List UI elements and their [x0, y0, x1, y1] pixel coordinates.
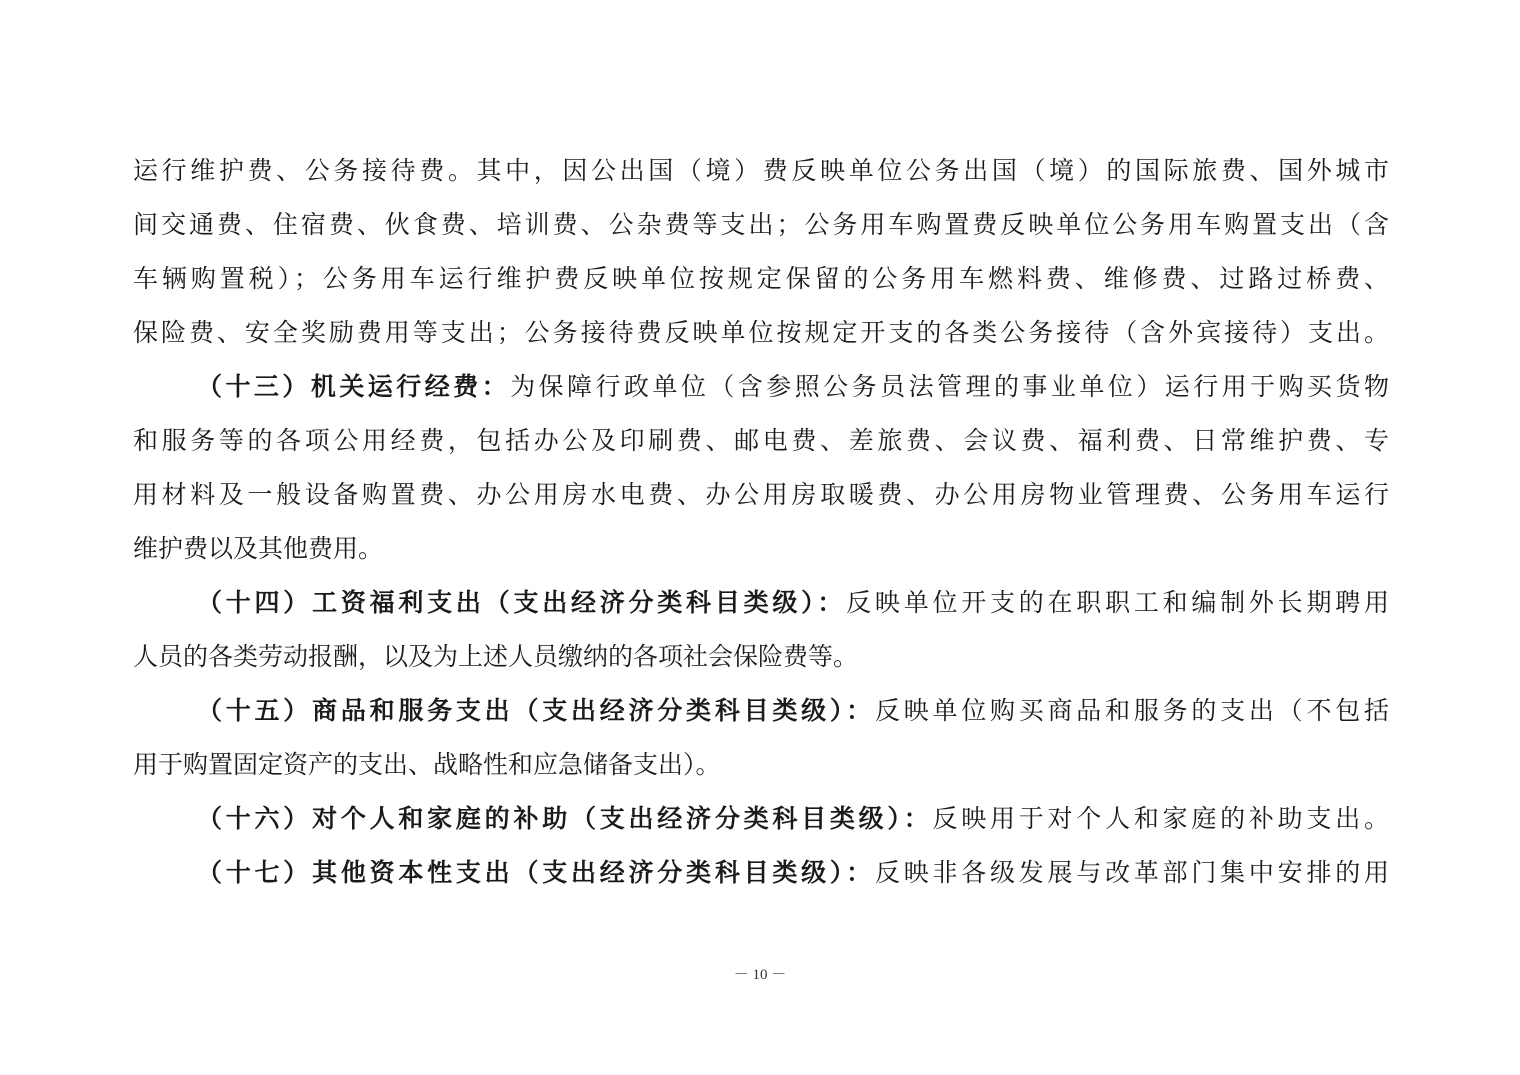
- body-line: [133, 478, 1389, 512]
- line-text: 用于购置固定资产的支出、战略性和应急储备支出）。: [133, 750, 721, 779]
- body-line: [133, 640, 1389, 674]
- line-text: 保险费、安全奖励费用等支出；公务接待费反映单位按规定开支的各类公务接待（含外宾接待）支出。: [133, 318, 1389, 347]
- section-heading: （十六）对个人和家庭的补助（支出经济分类科目类级）：: [197, 804, 933, 833]
- line-text: 反映用于对个人和家庭的补助支出。: [932, 804, 1389, 833]
- section-heading: （十五）商品和服务支出（支出经济分类科目类级）：: [197, 696, 875, 725]
- body-line: [133, 208, 1389, 242]
- line-text: 反映非各级发展与改革部门集中安排的用: [874, 858, 1389, 887]
- body-line: [133, 316, 1389, 350]
- section-heading-line: [197, 370, 1389, 404]
- section-heading: （十七）其他资本性支出（支出经济分类科目类级）：: [197, 858, 875, 887]
- body-line: [133, 532, 1389, 566]
- line-text: 人员的各类劳动报酬，以及为上述人员缴纳的各项社会保险费等。: [133, 642, 859, 671]
- section-heading-line: [197, 802, 1389, 836]
- section-heading: （十四）工资福利支出（支出经济分类科目类级）：: [197, 588, 847, 617]
- body-line: [133, 262, 1389, 296]
- section-heading-line: [197, 856, 1389, 890]
- section-heading: （十三）机关运行经费：: [197, 372, 511, 401]
- body-line: [133, 154, 1389, 188]
- line-text: 和服务等的各项公用经费，包括办公及印刷费、邮电费、差旅费、会议费、福利费、日常维护费、专: [133, 426, 1389, 455]
- line-text: 维护费以及其他费用。: [133, 534, 384, 563]
- line-text: 间交通费、住宿费、伙食费、培训费、公杂费等支出；公务用车购置费反映单位公务用车购置支出（含: [133, 210, 1389, 239]
- line-text: 用材料及一般设备购置费、办公用房水电费、办公用房取暖费、办公用房物业管理费、公务用车运行: [133, 480, 1389, 509]
- line-text: 车辆购置税）；公务用车运行维护费反映单位按规定保留的公务用车燃料费、维修费、过路过桥费、: [133, 264, 1389, 293]
- section-heading-line: [197, 586, 1389, 620]
- page-number: － 10 －: [733, 967, 787, 983]
- line-text: 反映单位开支的在职职工和编制外长期聘用: [846, 588, 1389, 617]
- line-text: 为保障行政单位（含参照公务员法管理的事业单位）运行用于购买货物: [510, 372, 1389, 401]
- line-text: 反映单位购买商品和服务的支出（不包括: [874, 696, 1389, 725]
- body-line: [133, 748, 1389, 782]
- body-line: [133, 424, 1389, 458]
- line-text: 运行维护费、公务接待费。其中，因公出国（境）费反映单位公务出国（境）的国际旅费、国外城市: [133, 156, 1389, 185]
- section-heading-line: [197, 694, 1389, 728]
